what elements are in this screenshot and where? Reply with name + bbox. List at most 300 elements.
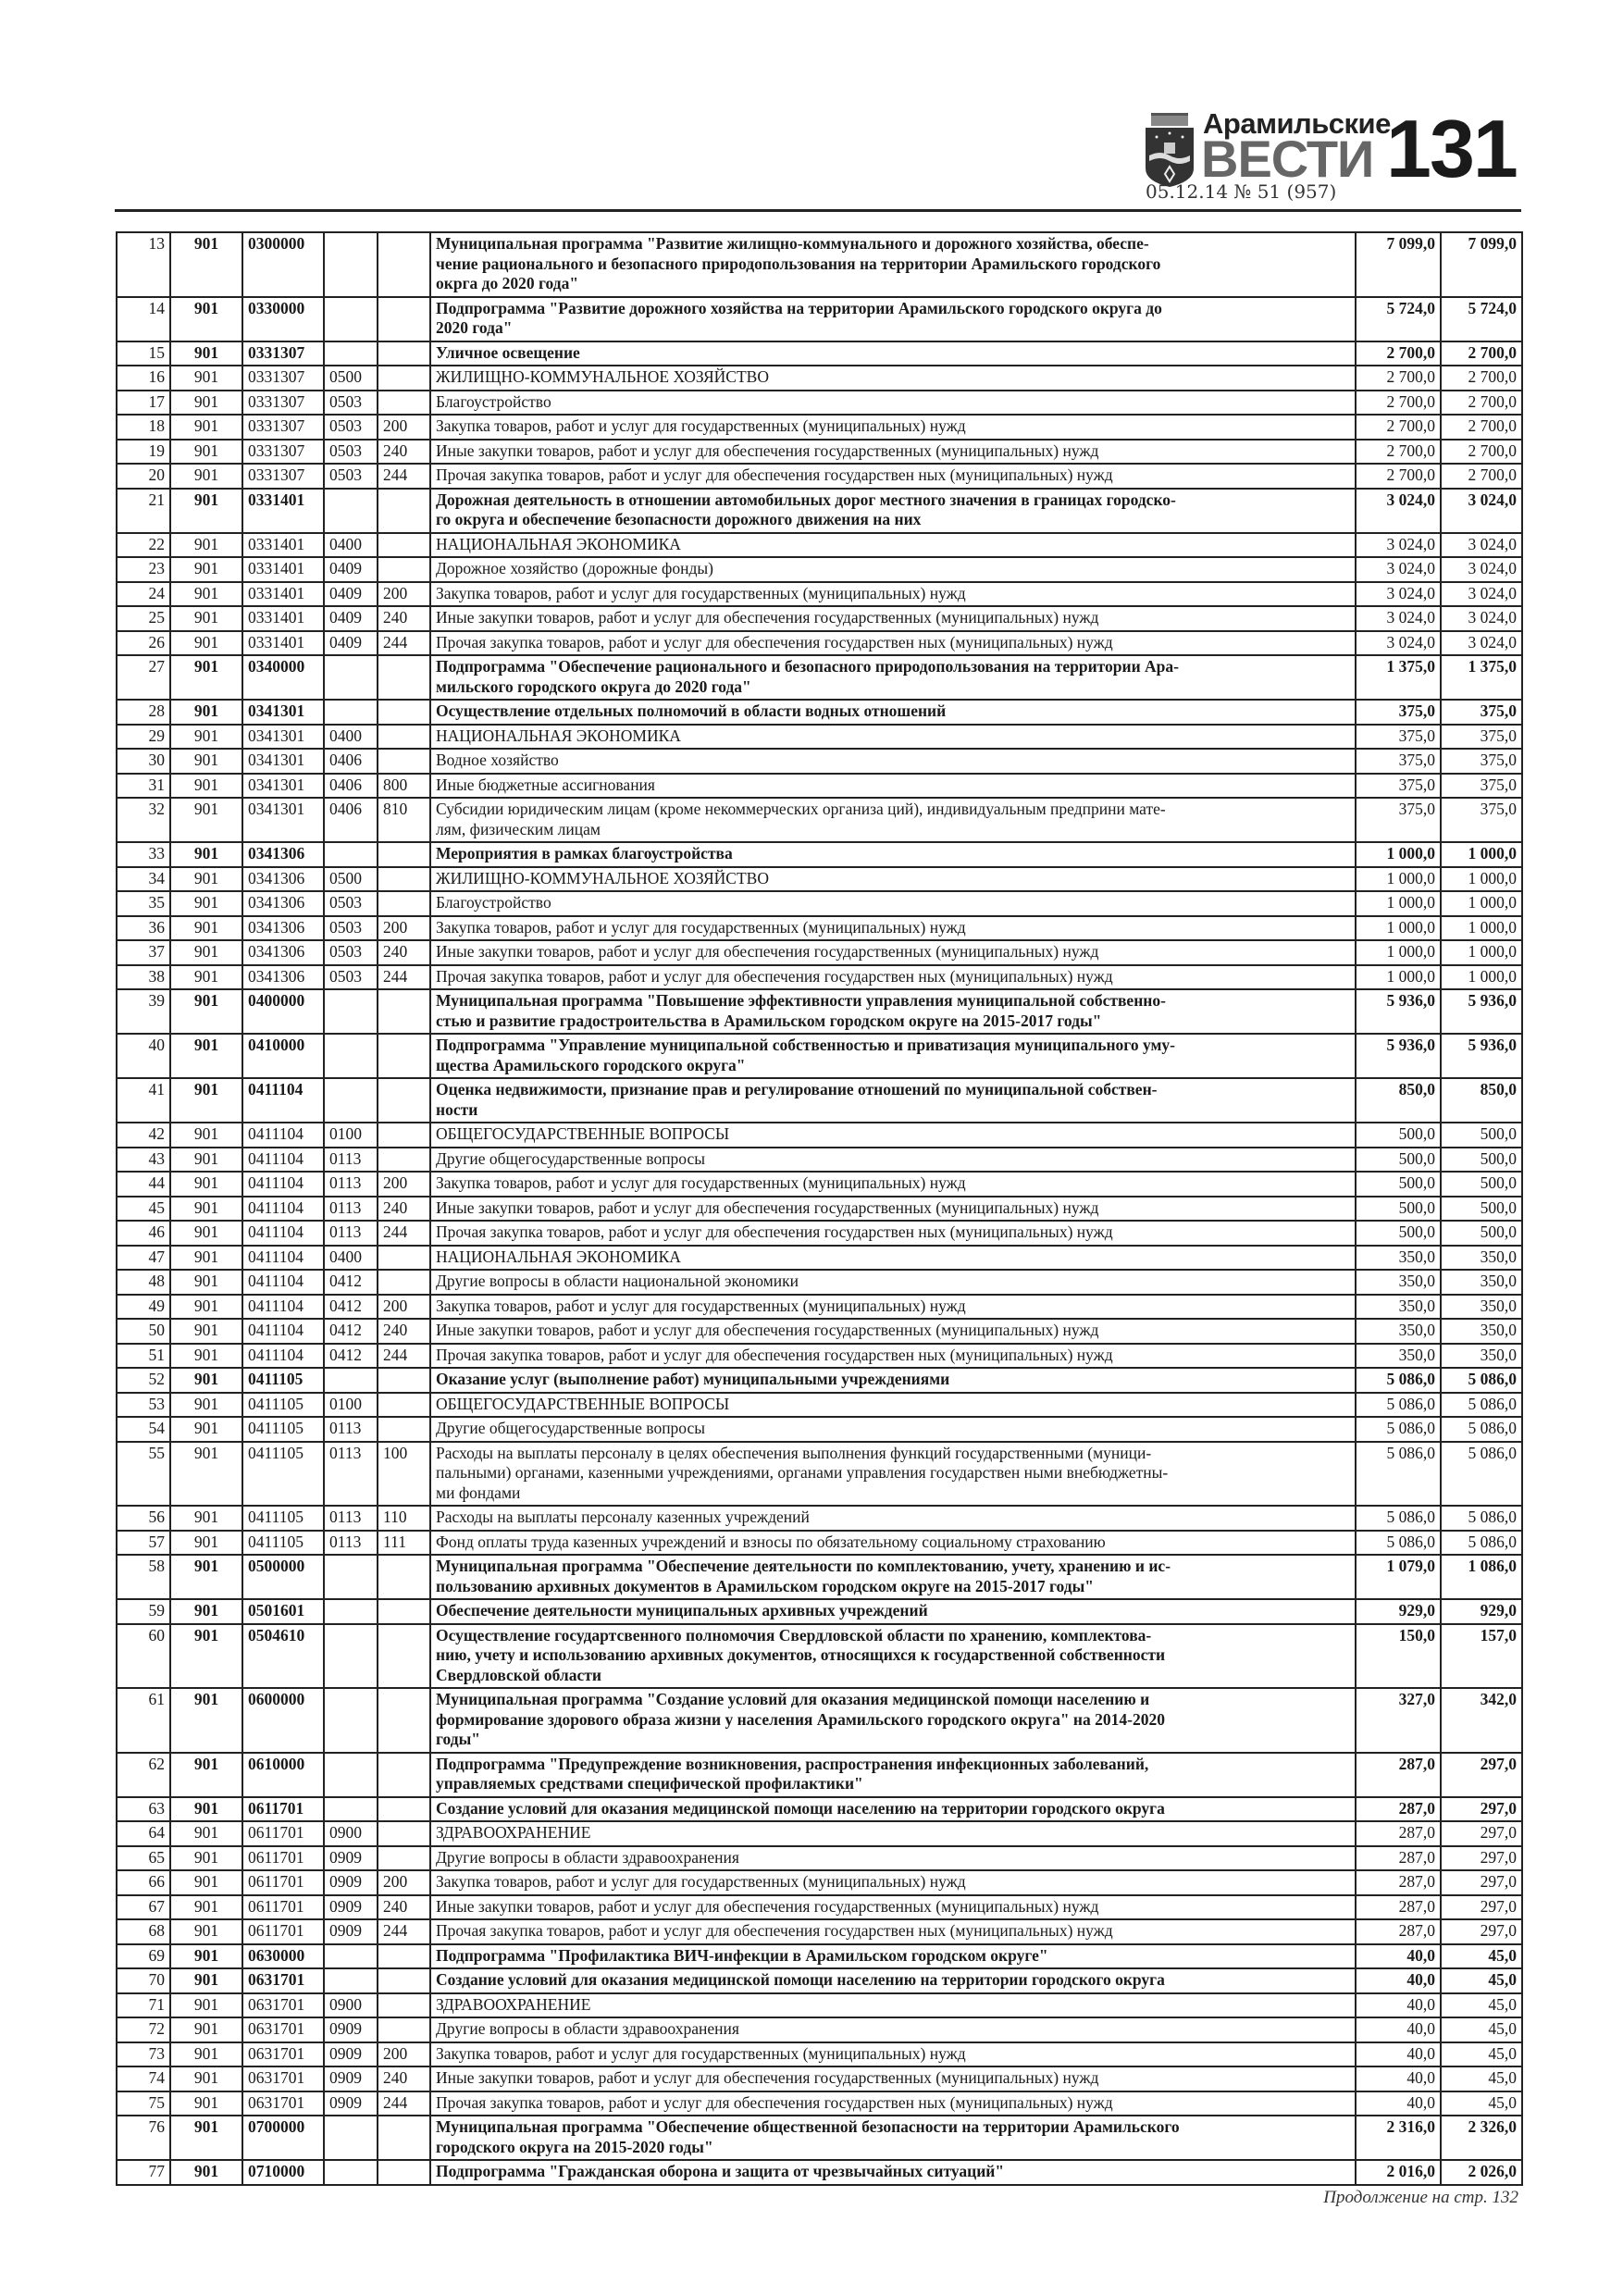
target-article-code: 0611701 [242,1895,324,1920]
section-code: 0500 [324,366,378,391]
row-number: 29 [117,725,170,750]
section-code [324,297,378,341]
table-row [117,1270,1522,1295]
amount-2017: 375,0 [1441,798,1522,842]
expense-type-code [378,1944,430,1969]
section-code: 0113 [324,1197,378,1222]
amount-2017: 1 000,0 [1441,891,1522,916]
section-code [324,232,378,297]
target-article-code: 0331401 [242,631,324,656]
target-article-code: 0341306 [242,965,324,990]
target-article-code: 0411104 [242,1197,324,1222]
section-code: 0909 [324,1895,378,1920]
target-article-code: 0411105 [242,1393,324,1418]
section-code: 0909 [324,1846,378,1871]
table-row [117,725,1522,750]
row-number: 44 [117,1172,170,1197]
row-number: 62 [117,1753,170,1797]
table-row [117,1944,1522,1969]
ministry-code: 901 [170,1895,242,1920]
amount-2016: 350,0 [1356,1344,1441,1369]
ministry-code: 901 [170,842,242,867]
row-number: 50 [117,1319,170,1344]
item-name: Подпрограмма "Обеспечение рационального и безопасного природопользования на территории Ара- мильского городского округа до 2020 года" [430,655,1356,700]
section-code: 0406 [324,798,378,842]
amount-2017: 45,0 [1441,2091,1522,2116]
table-row [117,842,1522,867]
section-code [324,1599,378,1624]
ministry-code: 901 [170,749,242,774]
item-name: Иные закупки товаров, работ и услуг для обеспечения государственных (муниципальных) нужд [430,606,1356,631]
ministry-code: 901 [170,1599,242,1624]
section-code: 0409 [324,582,378,607]
item-name: Закупка товаров, работ и услуг для государственных (муниципальных) нужд [430,582,1356,607]
item-name: Прочая закупка товаров, работ и услуг для обеспечения государствен ных (муниципальных) нужд [430,1221,1356,1246]
section-code: 0503 [324,464,378,489]
item-name: ЗДРАВООХРАНЕНИЕ [430,1821,1356,1846]
expense-type-code: 200 [378,916,430,941]
amount-2017: 3 024,0 [1441,606,1522,631]
section-code [324,989,378,1034]
target-article-code: 0341306 [242,842,324,867]
item-name: Благоустройство [430,891,1356,916]
row-number: 26 [117,631,170,656]
row-number: 48 [117,1270,170,1295]
table-row [117,940,1522,965]
amount-2016: 5 086,0 [1356,1393,1441,1418]
amount-2016: 5 086,0 [1356,1368,1441,1393]
amount-2016: 2 700,0 [1356,415,1441,440]
item-name: Создание условий для оказания медицинской помощи населению на территории городского округа [430,1968,1356,1993]
ministry-code: 901 [170,1846,242,1871]
target-article-code: 0331401 [242,582,324,607]
table-row [117,1624,1522,1689]
item-name: Иные закупки товаров, работ и услуг для обеспечения государственных (муниципальных) нужд [430,2066,1356,2091]
amount-2016: 5 086,0 [1356,1417,1441,1442]
item-name: Закупка товаров, работ и услуг для государственных (муниципальных) нужд [430,1295,1356,1320]
item-name: Прочая закупка товаров, работ и услуг для обеспечения государствен ных (муниципальных) нужд [430,631,1356,656]
amount-2016: 2 316,0 [1356,2116,1441,2160]
item-name: Муниципальная программа "Обеспечение общественной безопасности на территории Арамильского городского округа на 2015-2020 годы" [430,2116,1356,2160]
ministry-code: 901 [170,2066,242,2091]
amount-2017: 342,0 [1441,1688,1522,1753]
target-article-code: 0341301 [242,700,324,725]
amount-2016: 3 024,0 [1356,557,1441,582]
target-article-code: 0331307 [242,464,324,489]
amount-2016: 500,0 [1356,1221,1441,1246]
item-name: Расходы на выплаты персоналу казенных учреждений [430,1506,1356,1531]
amount-2016: 375,0 [1356,798,1441,842]
amount-2017: 1 000,0 [1441,916,1522,941]
row-number: 54 [117,1417,170,1442]
item-name: Закупка товаров, работ и услуг для государственных (муниципальных) нужд [430,916,1356,941]
section-code: 0113 [324,1172,378,1197]
coat-of-arms-logo [1144,111,1196,189]
table-row [117,655,1522,700]
amount-2016: 40,0 [1356,1944,1441,1969]
expense-type-code: 800 [378,774,430,799]
amount-2016: 40,0 [1356,2042,1441,2067]
table-row [117,606,1522,631]
expense-type-code [378,891,430,916]
section-code [324,489,378,533]
expense-type-code [378,366,430,391]
item-name: Иные бюджетные ассигнования [430,774,1356,799]
amount-2017: 500,0 [1441,1123,1522,1148]
item-name: Осуществление отдельных полномочий в области водных отношений [430,700,1356,725]
expense-type-code: 244 [378,965,430,990]
item-name: Муниципальная программа "Развитие жилищно-коммунального и дорожного хозяйства, обеспе- чение рационального и безопасного природопользования на территории Арамильского городского окрга до 2020 года" [430,232,1356,297]
item-name: ЗДРАВООХРАНЕНИЕ [430,1993,1356,2018]
row-number: 31 [117,774,170,799]
ministry-code: 901 [170,1968,242,1993]
item-name: Иные закупки товаров, работ и услуг для обеспечения государственных (муниципальных) нужд [430,1319,1356,1344]
page-number: 131 [1386,103,1517,194]
row-number: 58 [117,1555,170,1599]
target-article-code: 0631701 [242,1968,324,1993]
row-number: 57 [117,1531,170,1556]
ministry-code: 901 [170,2091,242,2116]
ministry-code: 901 [170,725,242,750]
row-number: 16 [117,366,170,391]
item-name: ЖИЛИЩНО-КОММУНАЛЬНОЕ ХОЗЯЙСТВО [430,366,1356,391]
target-article-code: 0700000 [242,2116,324,2160]
table-row [117,1034,1522,1078]
target-article-code: 0411105 [242,1368,324,1393]
expense-type-code: 110 [378,1506,430,1531]
table-row [117,2116,1522,2160]
table-row [117,1968,1522,1993]
expense-type-code: 240 [378,1319,430,1344]
table-row [117,557,1522,582]
table-row [117,700,1522,725]
target-article-code: 0411104 [242,1221,324,1246]
amount-2017: 350,0 [1441,1319,1522,1344]
expense-type-code [378,989,430,1034]
amount-2017: 45,0 [1441,2066,1522,2091]
item-name: Оценка недвижимости, признание прав и регулирование отношений по муниципальной собствен- ности [430,1078,1356,1123]
ministry-code: 901 [170,2042,242,2067]
expense-type-code: 240 [378,440,430,465]
expense-type-code [378,1078,430,1123]
ministry-code: 901 [170,232,242,297]
amount-2016: 5 936,0 [1356,989,1441,1034]
expense-type-code: 200 [378,582,430,607]
section-code: 0412 [324,1319,378,1344]
section-code: 0113 [324,1221,378,1246]
expense-type-code: 240 [378,1895,430,1920]
row-number: 60 [117,1624,170,1689]
amount-2016: 40,0 [1356,2066,1441,2091]
amount-2017: 2 700,0 [1441,415,1522,440]
item-name: Фонд оплаты труда казенных учреждений и взносы по обязательному социальному страхованию [430,1531,1356,1556]
target-article-code: 0341306 [242,867,324,892]
item-name: Подпрограмма "Развитие дорожного хозяйства на территории Арамильского городского округа до 2020 года" [430,297,1356,341]
amount-2016: 1 079,0 [1356,1555,1441,1599]
target-article-code: 0331307 [242,440,324,465]
item-name: Иные закупки товаров, работ и услуг для обеспечения государственных (муниципальных) нужд [430,1895,1356,1920]
row-number: 61 [117,1688,170,1753]
row-number: 45 [117,1197,170,1222]
item-name: Муниципальная программа "Создание условий для оказания медицинской помощи населению и формирование здорового образа жизни у населения Арамильского городского округа" на 2014-2020 годы" [430,1688,1356,1753]
target-article-code: 0341301 [242,774,324,799]
table-row [117,366,1522,391]
row-number: 25 [117,606,170,631]
section-code [324,341,378,366]
target-article-code: 0411105 [242,1442,324,1507]
ministry-code: 901 [170,940,242,965]
row-number: 38 [117,965,170,990]
amount-2016: 350,0 [1356,1295,1441,1320]
amount-2017: 500,0 [1441,1172,1522,1197]
expense-type-code [378,1821,430,1846]
amount-2016: 500,0 [1356,1172,1441,1197]
expense-type-code: 240 [378,940,430,965]
table-row [117,1393,1522,1418]
section-code [324,1797,378,1822]
ministry-code: 901 [170,1870,242,1895]
amount-2017: 297,0 [1441,1753,1522,1797]
table-row [117,2066,1522,2091]
row-number: 20 [117,464,170,489]
section-code: 0412 [324,1270,378,1295]
target-article-code: 0611701 [242,1919,324,1944]
expense-type-code [378,1034,430,1078]
section-code: 0412 [324,1344,378,1369]
row-number: 13 [117,232,170,297]
item-name: Закупка товаров, работ и услуг для государственных (муниципальных) нужд [430,1870,1356,1895]
table-row [117,440,1522,465]
ministry-code: 901 [170,1506,242,1531]
target-article-code: 0411104 [242,1246,324,1271]
amount-2017: 500,0 [1441,1197,1522,1222]
amount-2016: 500,0 [1356,1197,1441,1222]
expense-type-code [378,749,430,774]
amount-2017: 5 086,0 [1441,1393,1522,1418]
expense-type-code: 244 [378,464,430,489]
amount-2017: 1 000,0 [1441,867,1522,892]
expense-type-code [378,391,430,416]
section-code: 0100 [324,1393,378,1418]
item-name: Прочая закупка товаров, работ и услуг для обеспечения государствен ных (муниципальных) нужд [430,1919,1356,1944]
row-number: 71 [117,1993,170,2018]
amount-2017: 2 026,0 [1441,2160,1522,2185]
target-article-code: 0411104 [242,1172,324,1197]
row-number: 67 [117,1895,170,1920]
row-number: 51 [117,1344,170,1369]
amount-2016: 5 724,0 [1356,297,1441,341]
amount-2016: 2 016,0 [1356,2160,1441,2185]
row-number: 41 [117,1078,170,1123]
item-name: Другие вопросы в области национальной экономики [430,1270,1356,1295]
target-article-code: 0411104 [242,1344,324,1369]
item-name: Субсидии юридическим лицам (кроме некоммерческих организа ций), индивидуальным предприни мате- лям, физическим лицам [430,798,1356,842]
table-row [117,1919,1522,1944]
amount-2017: 850,0 [1441,1078,1522,1123]
item-name: Оказание услуг (выполнение работ) муниципальными учреждениями [430,1368,1356,1393]
expense-type-code [378,1123,430,1148]
amount-2017: 45,0 [1441,1968,1522,1993]
expense-type-code: 111 [378,1531,430,1556]
ministry-code: 901 [170,1624,242,1689]
amount-2017: 375,0 [1441,774,1522,799]
table-row [117,1221,1522,1246]
ministry-code: 901 [170,1123,242,1148]
row-number: 69 [117,1944,170,1969]
amount-2017: 45,0 [1441,2017,1522,2042]
table-row [117,1870,1522,1895]
section-code: 0909 [324,2017,378,2042]
table-row [117,1506,1522,1531]
amount-2017: 375,0 [1441,749,1522,774]
amount-2016: 1 000,0 [1356,891,1441,916]
amount-2017: 7 099,0 [1441,232,1522,297]
ministry-code: 901 [170,1078,242,1123]
target-article-code: 0500000 [242,1555,324,1599]
section-code [324,842,378,867]
amount-2016: 5 936,0 [1356,1034,1441,1078]
ministry-code: 901 [170,989,242,1034]
table-row [117,1295,1522,1320]
target-article-code: 0611701 [242,1797,324,1822]
row-number: 35 [117,891,170,916]
item-name: Подпрограмма "Предупреждение возникновения, распространения инфекционных заболеваний, управляемых средствами специфической профилактики" [430,1753,1356,1797]
item-name: НАЦИОНАЛЬНАЯ ЭКОНОМИКА [430,533,1356,558]
section-code: 0500 [324,867,378,892]
expense-type-code [378,700,430,725]
amount-2017: 297,0 [1441,1895,1522,1920]
amount-2016: 40,0 [1356,2091,1441,2116]
table-row [117,297,1522,341]
target-article-code: 0631701 [242,2042,324,2067]
row-number: 40 [117,1034,170,1078]
amount-2016: 287,0 [1356,1870,1441,1895]
expense-type-code [378,489,430,533]
ministry-code: 901 [170,1688,242,1753]
amount-2016: 2 700,0 [1356,366,1441,391]
expense-type-code [378,1688,430,1753]
item-name: Подпрограмма "Гражданская оборона и защита от чрезвычайных ситуаций" [430,2160,1356,2185]
section-code [324,1688,378,1753]
table-row [117,533,1522,558]
ministry-code: 901 [170,1919,242,1944]
amount-2016: 40,0 [1356,1993,1441,2018]
row-number: 34 [117,867,170,892]
amount-2016: 375,0 [1356,700,1441,725]
section-code: 0909 [324,1919,378,1944]
expense-type-code [378,1993,430,2018]
target-article-code: 0300000 [242,232,324,297]
ministry-code: 901 [170,1172,242,1197]
target-article-code: 0331401 [242,557,324,582]
expense-type-code: 100 [378,1442,430,1507]
table-row [117,1797,1522,1822]
amount-2017: 297,0 [1441,1919,1522,1944]
row-number: 77 [117,2160,170,2185]
section-code: 0909 [324,2042,378,2067]
table-row [117,232,1522,297]
expense-type-code: 244 [378,1344,430,1369]
ministry-code: 901 [170,1295,242,1320]
amount-2016: 375,0 [1356,749,1441,774]
ministry-code: 901 [170,631,242,656]
table-row [117,1344,1522,1369]
target-article-code: 0341301 [242,798,324,842]
amount-2016: 40,0 [1356,2017,1441,2042]
section-code: 0113 [324,1417,378,1442]
amount-2017: 5 936,0 [1441,989,1522,1034]
section-code: 0113 [324,1506,378,1531]
section-code: 0113 [324,1531,378,1556]
amount-2016: 2 700,0 [1356,440,1441,465]
table-row [117,1368,1522,1393]
amount-2016: 2 700,0 [1356,341,1441,366]
item-name: Закупка товаров, работ и услуг для государственных (муниципальных) нужд [430,1172,1356,1197]
target-article-code: 0410000 [242,1034,324,1078]
amount-2017: 5 086,0 [1441,1417,1522,1442]
amount-2017: 1 000,0 [1441,940,1522,965]
amount-2016: 850,0 [1356,1078,1441,1123]
amount-2016: 375,0 [1356,725,1441,750]
target-article-code: 0611701 [242,1846,324,1871]
section-code [324,2116,378,2160]
table-row [117,1148,1522,1173]
item-name: Иные закупки товаров, работ и услуг для обеспечения государственных (муниципальных) нужд [430,940,1356,965]
ministry-code: 901 [170,1148,242,1173]
ministry-code: 901 [170,965,242,990]
table-row [117,2160,1522,2185]
expense-type-code: 244 [378,631,430,656]
row-number: 72 [117,2017,170,2042]
row-number: 23 [117,557,170,582]
expense-type-code: 240 [378,1197,430,1222]
section-code [324,1624,378,1689]
amount-2017: 3 024,0 [1441,489,1522,533]
table-row [117,1172,1522,1197]
ministry-code: 901 [170,1797,242,1822]
target-article-code: 0710000 [242,2160,324,2185]
amount-2016: 5 086,0 [1356,1531,1441,1556]
amount-2017: 2 700,0 [1441,341,1522,366]
amount-2016: 3 024,0 [1356,489,1441,533]
amount-2016: 3 024,0 [1356,606,1441,631]
expense-type-code: 244 [378,1221,430,1246]
target-article-code: 0341306 [242,891,324,916]
ministry-code: 901 [170,1531,242,1556]
row-number: 32 [117,798,170,842]
expense-type-code [378,867,430,892]
expense-type-code [378,1624,430,1689]
expense-type-code [378,1555,430,1599]
amount-2017: 157,0 [1441,1624,1522,1689]
target-article-code: 0630000 [242,1944,324,1969]
amount-2017: 1 000,0 [1441,842,1522,867]
item-name: Осуществление государтсвенного полномочия Свердловской области по хранению, комплектова- нию, учету и использованию архивных документов, относящихся к государственной собственности Свердловской области [430,1624,1356,1689]
row-number: 27 [117,655,170,700]
amount-2017: 3 024,0 [1441,533,1522,558]
row-number: 66 [117,1870,170,1895]
item-name: ЖИЛИЩНО-КОММУНАЛЬНОЕ ХОЗЯЙСТВО [430,867,1356,892]
target-article-code: 0504610 [242,1624,324,1689]
table-row [117,1555,1522,1599]
section-code [324,1753,378,1797]
ministry-code: 901 [170,1368,242,1393]
item-name: ОБЩЕГОСУДАРСТВЕННЫЕ ВОПРОСЫ [430,1393,1356,1418]
section-code [324,1944,378,1969]
table-row [117,1753,1522,1797]
target-article-code: 0600000 [242,1688,324,1753]
expense-type-code [378,1368,430,1393]
